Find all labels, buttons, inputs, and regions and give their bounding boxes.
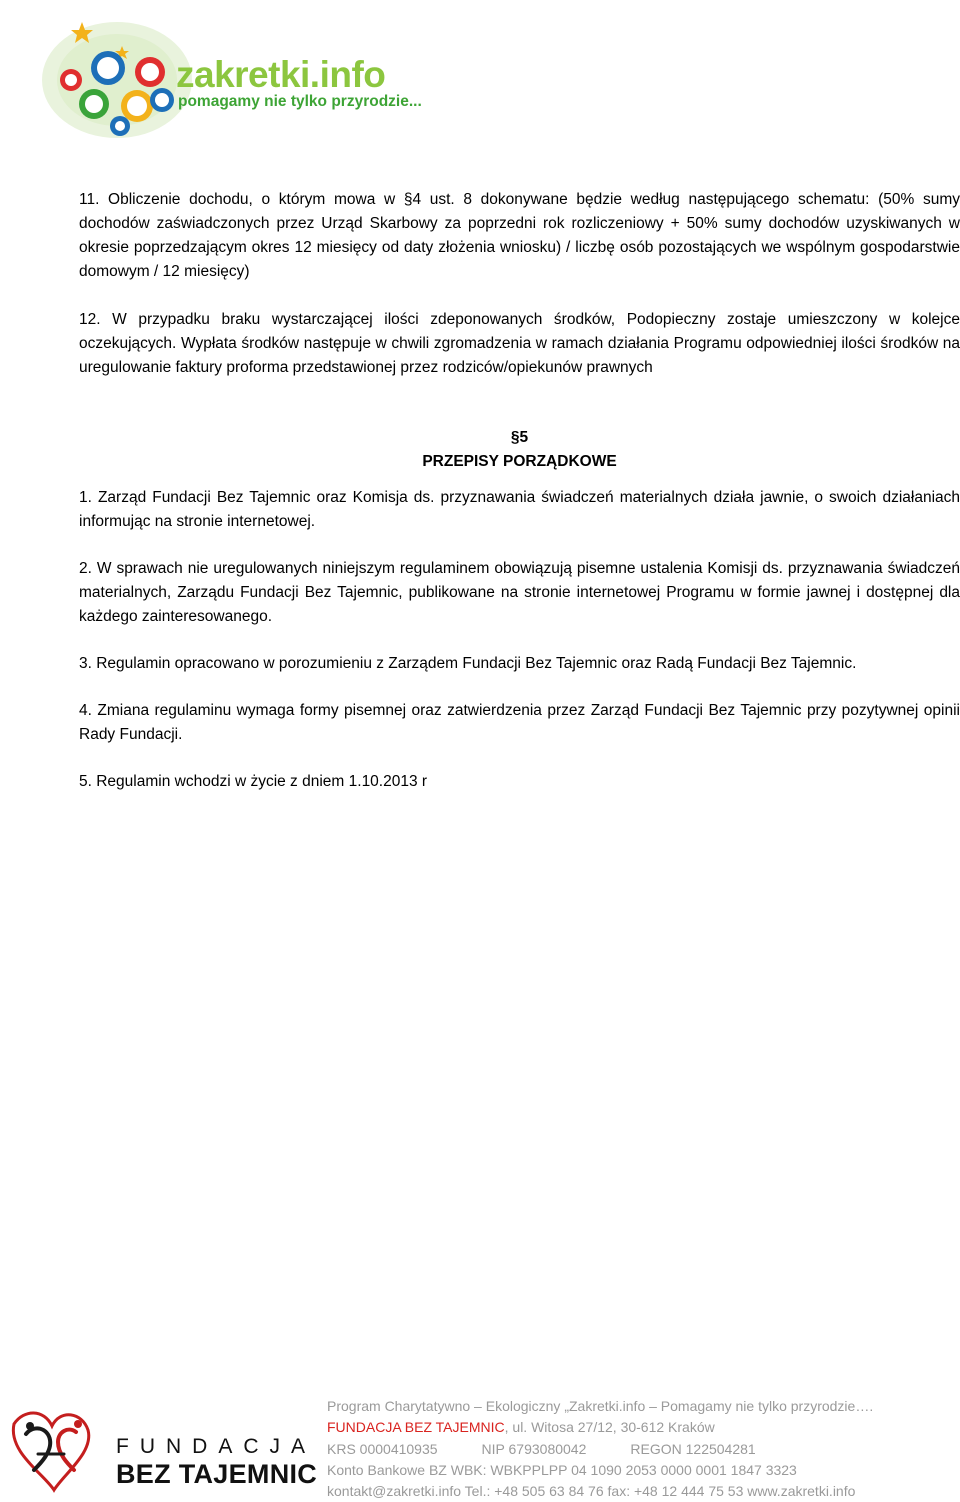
footer-org-name: FUNDACJA BEZ TAJEMNIC <box>327 1419 505 1436</box>
footer-program-line: Program Charytatywno – Ekologiczny „Zakretki.info – Pomagamy nie tylko przyrodzie…. <box>327 1398 874 1414</box>
footer-regon: REGON 122504281 <box>630 1440 756 1457</box>
paragraph-11: 11. Obliczenie dochodu, o którym mowa w §4 ust. 8 dokonywane będzie według następującego schematu: (50% sumy dochodów zaświadczonych przez Urząd Skarbowy za poprzedni rok rozliczeniowy + 50% sumy dochodów uzyskiwanych w okresie poprzedzającym okres 12 miesięcy od daty złożenia wniosku) / liczbę osób pozostających we wspólnym gospodarstwie domowym / 12 miesięcy) <box>79 191 960 280</box>
rule-item-1: 1. Zarząd Fundacji Bez Tajemnic oraz Komisja ds. przyznawania świadczeń materialnych działa jawnie, o swoich działaniach informując na stronie internetowej. <box>79 489 960 530</box>
rule-item-2: 2. W sprawach nie uregulowanych niniejszym regulaminem obowiązują pisemne ustalenia Komisji ds. przyznawania świadczeń materialnych, Zarządu Fundacji Bez Tajemnic, publikowane na stronie internetowej Programu w formie jawnej i dostępnej dla każdego zainteresowanego. <box>79 560 960 625</box>
section-title: PRZEPISY PORZĄDKOWE <box>422 453 617 470</box>
footer-logo-fundacja: FUNDACJA <box>116 1435 317 1458</box>
paragraph-12: 12. W przypadku braku wystarczającej ilości zdeponowanych środków, Podopieczny zostaje umieszczony w kolejce oczekujących. Wypłata środków następuje w chwili zgromadzenia w ramach działania Programu odpowiedniej ilości środków na uregulowanie faktury proforma przedstawionej przez rodziców/opiekunów prawnych <box>79 311 960 376</box>
section-number: §5 <box>510 429 529 446</box>
footer-address-line <box>327 1417 957 1438</box>
footer-info <box>327 1396 957 1502</box>
footer-address: , ul. Witosa 27/12, 30-612 Kraków <box>504 1419 715 1436</box>
footer-krs: KRS 0000410935 <box>327 1440 438 1457</box>
footer-bank-line: Konto Bankowe BZ WBK: WBKPPLPP 04 1090 2053 0000 0001 1847 3323 <box>327 1461 797 1478</box>
footer-registry-line <box>327 1439 957 1460</box>
brand-name: zakretki.info <box>176 54 386 95</box>
document-body <box>79 188 960 817</box>
footer-logo-bez-tajemnic: BEZ TAJEMNIC <box>116 1459 318 1489</box>
brand-tagline: pomagamy nie tylko przyrodzie... <box>178 93 422 110</box>
footer-contact-line: kontakt@zakretki.info Tel.: +48 505 63 84 76 fax: +48 12 444 75 53 www.zakretki.info <box>327 1483 856 1500</box>
rule-item-4: 4. Zmiana regulaminu wymaga formy pisemnej oraz zatwierdzenia przez Zarząd Fundacji Bez Tajemnic przy pozytywnej opinii Rady Fundacji. <box>79 702 960 743</box>
rule-item-5: 5. Regulamin wchodzi w życie z dniem 1.10.2013 r <box>79 773 428 790</box>
rule-item-3: 3. Regulamin opracowano w porozumieniu z Zarządem Fundacji Bez Tajemnic oraz Radą Fundacji Bez Tajemnic. <box>79 655 857 672</box>
footer-nip: NIP 6793080042 <box>481 1440 587 1457</box>
